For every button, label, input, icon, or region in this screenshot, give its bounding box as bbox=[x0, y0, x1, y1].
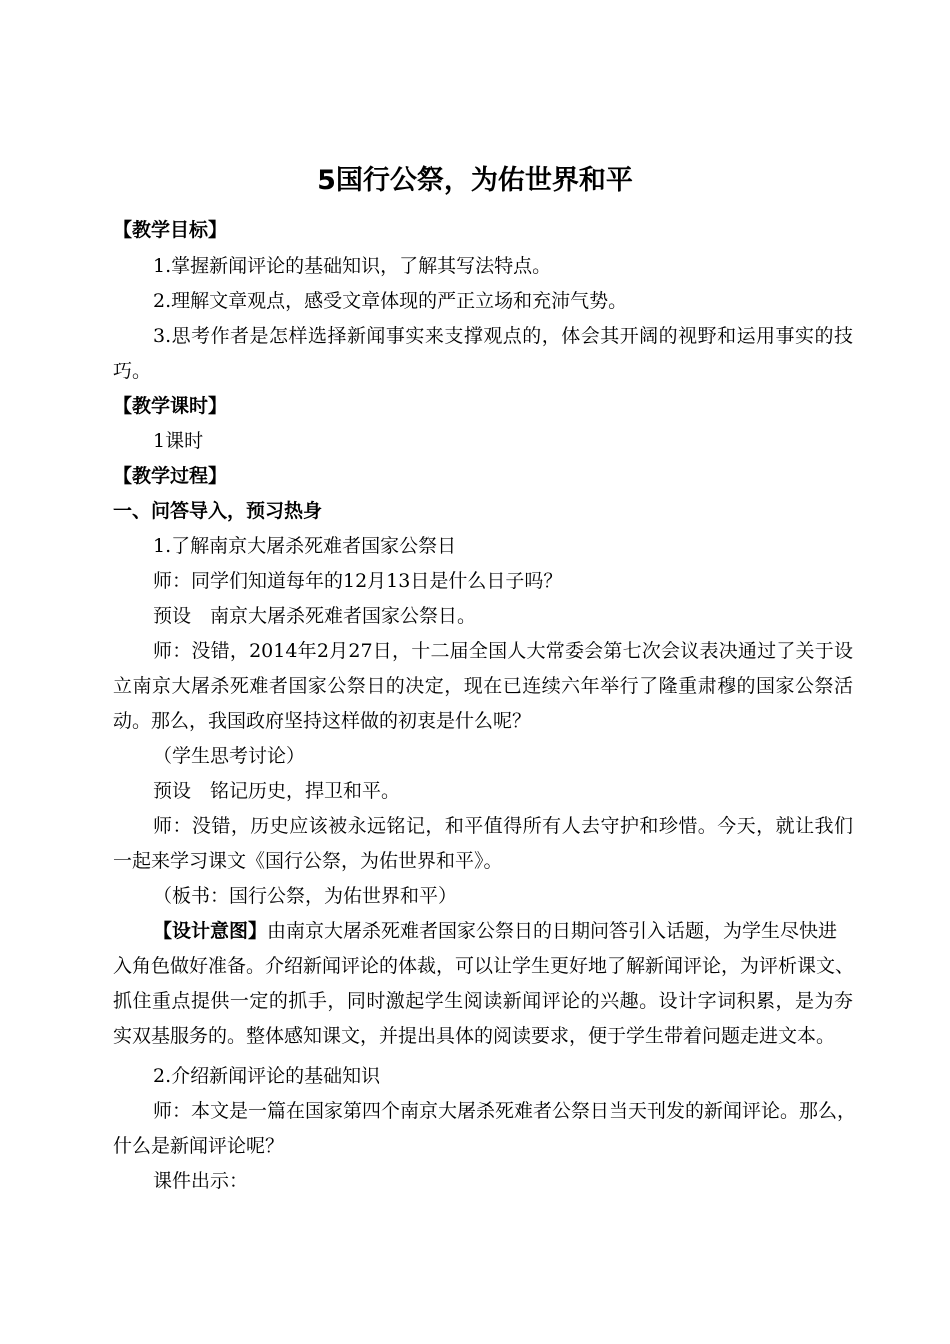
goal-item-3-line-2: 巧。 bbox=[113, 360, 152, 382]
paragraph-line: 师：没错，历史应该被永远铭记，和平值得所有人去守护和珍惜。今天，就让我们 bbox=[153, 815, 853, 837]
paragraph: 师：同学们知道每年的12月13日是什么日子吗？ bbox=[153, 570, 563, 592]
goal-item-2: 2.理解文章观点，感受文章体现的严正立场和充沛气势。 bbox=[153, 290, 628, 312]
design-intent-text: 由南京大屠杀死难者国家公祭日的日期问答引入话题，为学生尽快进 bbox=[267, 920, 838, 942]
paragraph: 2.介绍新闻评论的基础知识 bbox=[153, 1065, 381, 1087]
paragraph: 预设 铭记历史，捍卫和平。 bbox=[153, 780, 401, 802]
goal-item-1: 1.掌握新闻评论的基础知识，了解其写法特点。 bbox=[153, 255, 552, 277]
paragraph-line: 师：本文是一篇在国家第四个南京大屠杀死难者公祭日当天刊发的新闻评论。那么， bbox=[153, 1100, 857, 1122]
paragraph-line: 一起来学习课文《国行公祭，为佑世界和平》。 bbox=[113, 850, 503, 872]
paragraph-line: 什么是新闻评论呢？ bbox=[113, 1135, 285, 1157]
design-intent-line: 实双基服务的。整体感知课文，并提出具体的阅读要求，便于学生带着问题走进文本。 bbox=[113, 1025, 836, 1047]
design-intent-line-1 bbox=[153, 918, 853, 944]
design-intent-line: 入角色做好准备。介绍新闻评论的体裁，可以让学生更好地了解新闻评论，为评析课文、 bbox=[113, 955, 855, 977]
paragraph: （学生思考讨论） bbox=[153, 745, 306, 767]
paragraph: （板书：国行公祭，为佑世界和平） bbox=[153, 885, 458, 907]
document-title: 5国行公祭，为佑世界和平 bbox=[317, 165, 633, 196]
design-intent-label: 【设计意图】 bbox=[153, 920, 268, 942]
paragraph: 预设 南京大屠杀死难者国家公祭日。 bbox=[153, 605, 477, 627]
section-heading-goals: 【教学目标】 bbox=[113, 219, 228, 241]
part-heading-1: 一、问答导入，预习热身 bbox=[113, 500, 323, 522]
paragraph-line: 师：没错，2014年2月27日，十二届全国人大常委会第七次会议表决通过了关于设 bbox=[153, 640, 853, 662]
paragraph-line: 动。那么，我国政府坚持这样做的初衷是什么呢？ bbox=[113, 710, 532, 732]
paragraph: 1.了解南京大屠杀死难者国家公祭日 bbox=[153, 535, 457, 557]
hours-text: 1课时 bbox=[153, 430, 204, 452]
paragraph-line: 立南京大屠杀死难者国家公祭日的决定，现在已连续六年举行了隆重肃穆的国家公祭活 bbox=[113, 675, 853, 697]
design-intent-line: 抓住重点提供一定的抓手，同时激起学生阅读新闻评论的兴趣。设计字词积累，是为夯 bbox=[113, 990, 853, 1012]
section-heading-hours: 【教学课时】 bbox=[113, 395, 228, 417]
section-heading-process: 【教学过程】 bbox=[113, 465, 228, 487]
goal-item-3-line-1: 3.思考作者是怎样选择新闻事实来支撑观点的，体会其开阔的视野和运用事实的技 bbox=[153, 325, 853, 347]
paragraph: 课件出示： bbox=[153, 1170, 249, 1192]
